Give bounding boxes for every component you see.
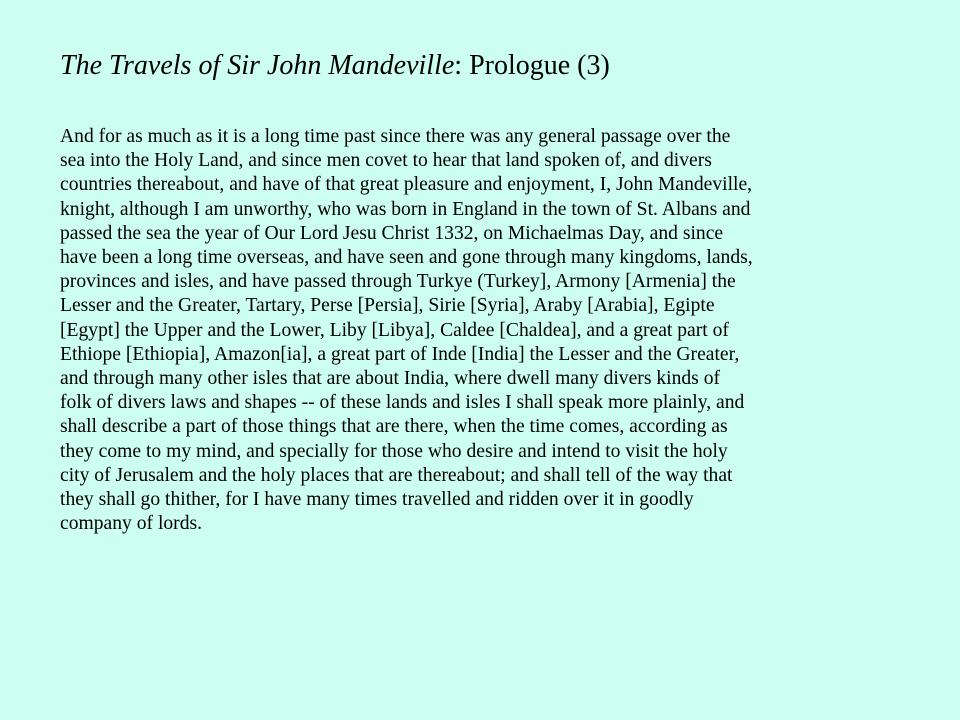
paragraph-line: have been a long time overseas, and have seen and gone through many kingdoms, lands, (60, 247, 753, 269)
paragraph-line: Ethiope [Ethiopia], Amazon[ia], a great part of Inde [India] the Lesser and the Greater, (60, 343, 740, 365)
paragraph-line: [Egypt] the Upper and the Lower, Liby [Libya], Caldee [Chaldea], and a great part of (60, 319, 729, 341)
paragraph-line: folk of divers laws and shapes -- of these lands and isles I shall speak more plainly, and (60, 392, 745, 414)
paragraph-line: Lesser and the Greater, Tartary, Perse [Persia], Sirie [Syria], Araby [Arabia], Egipte (60, 295, 715, 317)
paragraph-line: company of lords. (60, 513, 203, 535)
prologue-paragraph (60, 125, 920, 536)
paragraph-line: sea into the Holy Land, and since men covet to hear that land spoken of, and divers (60, 150, 712, 172)
title-book-name: The Travels of Sir John Mandeville (60, 50, 455, 81)
title-section: : Prologue (3) (454, 50, 610, 81)
paragraph-line: knight, although I am unworthy, who was born in England in the town of St. Albans and (60, 198, 751, 220)
paragraph-line: they shall go thither, for I have many times travelled and ridden over it in goodly (60, 489, 694, 511)
paragraph-line: city of Jerusalem and the holy places that are thereabout; and shall tell of the way that (60, 464, 733, 486)
paragraph-line: provinces and isles, and have passed through Turkye (Turkey], Armony [Armenia] the (60, 271, 736, 293)
slide-title (60, 46, 610, 86)
paragraph-line: and through many other isles that are about India, where dwell many divers kinds of (60, 368, 721, 390)
paragraph-line: And for as much as it is a long time past since there was any general passage over the (60, 126, 731, 147)
paragraph-line: they come to my mind, and specially for those who desire and intend to visit the holy (60, 440, 728, 462)
paragraph-line: shall describe a part of those things that are there, when the time comes, according as (60, 416, 728, 438)
paragraph-line: countries thereabout, and have of that great pleasure and enjoyment, I, John Mandeville, (60, 174, 753, 196)
paragraph-line: passed the sea the year of Our Lord Jesu Christ 1332, on Michaelmas Day, and since (60, 222, 724, 244)
